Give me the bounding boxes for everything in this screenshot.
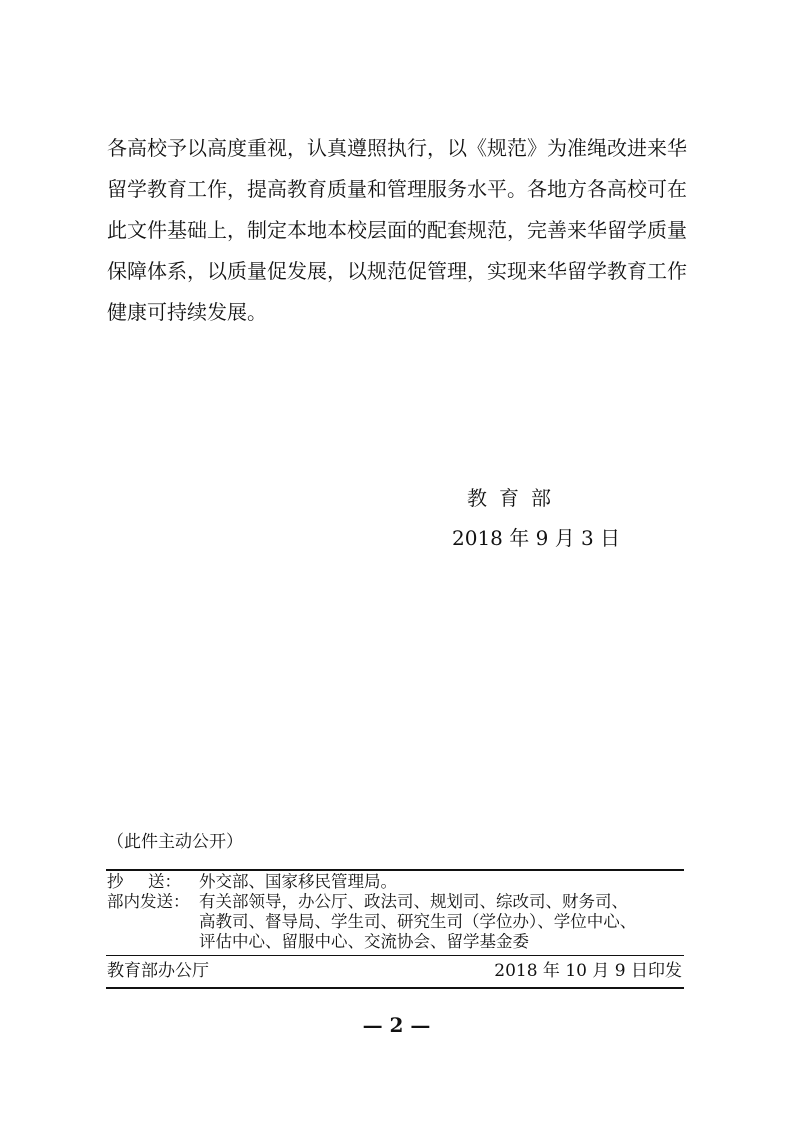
body-text — [107, 128, 687, 333]
internal-distribution-row — [107, 892, 685, 952]
internal-distribution-label: 部内发送： — [107, 892, 190, 911]
issuer-row — [107, 958, 682, 984]
body-line: 留学教育工作，提高教育质量和管理服务水平。各地方各高校可在 — [107, 177, 687, 201]
internal-recipients-line: 评估中心、留服中心、交流协会、留学基金委 — [199, 932, 529, 951]
body-line: 保障体系，以质量促发展，以规范促管理，实现来华留学教育工作 — [107, 259, 687, 283]
issuer-name: 教育部办公厅 — [107, 961, 209, 981]
distribution-top-rule — [106, 869, 684, 871]
signature-date: 2018 年 9 月 3 日 — [452, 526, 621, 550]
body-line: 此文件基础上，制定本地本校层面的配套规范，完善来华留学质量 — [107, 218, 687, 242]
body-line: 健康可持续发展。 — [107, 300, 267, 324]
internal-recipients-line: 高教司、督导局、学生司、研究生司（学位办）、学位中心、 — [199, 912, 637, 931]
distribution-block — [107, 872, 685, 952]
body-line: 各高校予以高度重视，认真遵照执行，以《规范》为准绳改进来华 — [107, 136, 687, 160]
cc-recipients: 外交部、国家移民管理局。 — [199, 872, 397, 891]
cc-label — [107, 872, 199, 892]
internal-recipients-line: 有关部领导，办公厅、政法司、规划司、综改司、财务司、 — [199, 892, 628, 911]
issue-date: 2018 年 10 月 9 日印发 — [494, 961, 682, 981]
signature-organization: 教育部 — [467, 486, 563, 510]
page-number: — 2 — — [362, 1013, 431, 1037]
cc-label-char: 送： — [148, 872, 181, 891]
distribution-middle-rule — [106, 955, 684, 956]
cc-label-char: 抄 — [107, 872, 124, 891]
distribution-bottom-rule — [106, 987, 684, 989]
cc-row — [107, 872, 685, 892]
disclosure-note: （此件主动公开） — [107, 832, 243, 852]
